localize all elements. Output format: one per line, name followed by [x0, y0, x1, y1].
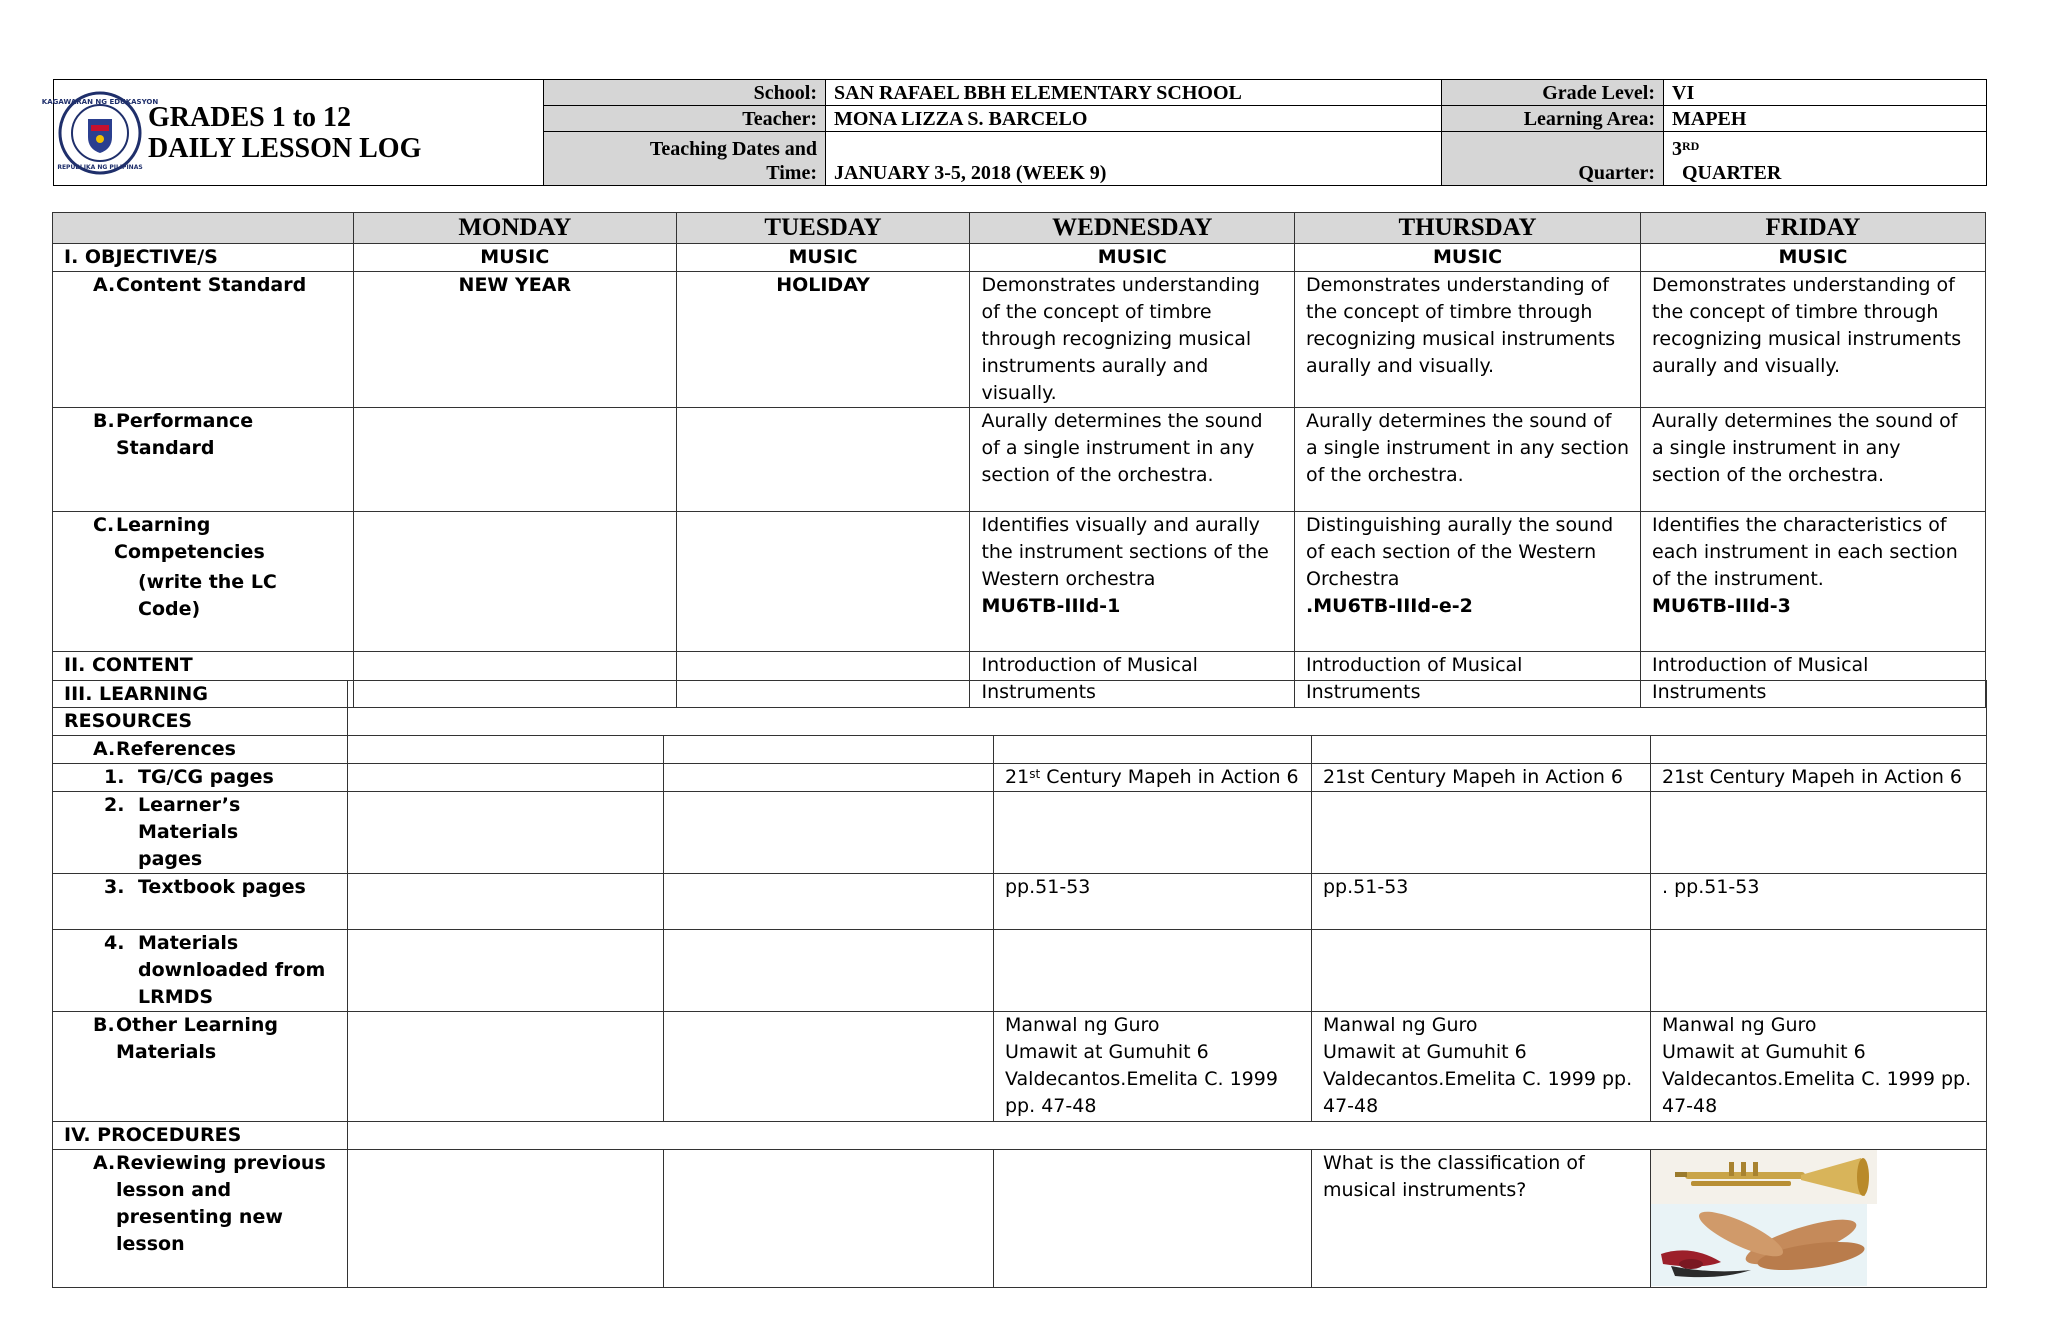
subject-monday: MUSIC — [354, 244, 677, 272]
row-number: 2. — [104, 794, 125, 816]
competencies-thursday — [1295, 512, 1641, 652]
row-letter: A. — [93, 1152, 116, 1174]
performance-standard-friday: Aurally determines the sound of a single instrument in any section of the orchestra. — [1641, 408, 1986, 512]
row-label-line: presenting new — [116, 1206, 283, 1228]
teacher-label: Teacher: — [544, 106, 826, 132]
table-row — [53, 512, 1986, 652]
row-label-line: LRMDS — [138, 986, 214, 1008]
section-spacer — [348, 681, 1987, 736]
competencies-tuesday — [676, 512, 970, 652]
table-row — [53, 681, 1987, 736]
content-label: II. CONTENT — [53, 652, 354, 708]
tg-pages-tuesday — [664, 764, 994, 792]
competencies-label — [53, 512, 354, 652]
grade-level-value: VI — [1664, 80, 1987, 106]
performance-standard-label — [53, 408, 354, 512]
section-spacer — [348, 1122, 1987, 1150]
lm-pages-friday — [1651, 792, 1987, 874]
lrmds-thursday — [1312, 930, 1651, 1012]
row-number: 3. — [104, 876, 125, 898]
performance-standard-thursday: Aurally determines the sound of a single instrument in any section of the orchestra. — [1295, 408, 1641, 512]
lm-pages-thursday — [1312, 792, 1651, 874]
other-materials-thursday — [1312, 1012, 1651, 1122]
other-materials-tuesday — [664, 1012, 994, 1122]
subject-wednesday: MUSIC — [970, 244, 1295, 272]
day-header-monday: MONDAY — [354, 213, 677, 244]
review-tuesday — [664, 1150, 994, 1288]
references-monday — [348, 736, 664, 764]
trumpet-image — [1651, 1150, 1877, 1204]
review-thursday: What is the classification of musical instruments? — [1312, 1150, 1651, 1288]
material-line: Manwal ng Guro — [1005, 1014, 1160, 1036]
competencies-friday — [1641, 512, 1986, 652]
svg-text:REPUBLIKA NG PILIPINAS: REPUBLIKA NG PILIPINAS — [57, 163, 143, 171]
other-materials-label — [53, 1012, 348, 1122]
row-letter: B. — [93, 410, 115, 432]
references-label — [53, 736, 348, 764]
tg-pages-label — [53, 764, 348, 792]
row-label-line: Learner’s Materials — [138, 794, 241, 843]
content-standard-friday: Demonstrates understanding of the concept of timbre through recognizing musical instruments aurally and visually. — [1641, 272, 1986, 408]
textbook-pages-wednesday: pp.51-53 — [994, 874, 1312, 930]
row-label: Textbook pages — [138, 876, 306, 898]
subject-tuesday: MUSIC — [676, 244, 970, 272]
tg-pages-monday — [348, 764, 664, 792]
material-line: Valdecantos.Emelita C. 1999 pp. 47-48 — [1005, 1068, 1278, 1117]
row-label-line: downloaded from — [138, 959, 326, 981]
quarter-suffix: RD — [1682, 139, 1700, 153]
deped-seal-icon — [41, 91, 159, 175]
svg-text:KAGAWARAN NG EDUKASYON: KAGAWARAN NG EDUKASYON — [41, 97, 159, 106]
references-tuesday — [664, 736, 994, 764]
row-label-line: Materials — [138, 932, 239, 954]
tg-sup: st — [1029, 767, 1041, 781]
teacher-value: MONA LIZZA S. BARCELO — [826, 106, 1442, 132]
review-friday — [1651, 1150, 1987, 1288]
content-standard-thursday: Demonstrates understanding of the concept of timbre through recognizing musical instruments aurally and visually. — [1295, 272, 1641, 408]
teaching-dates-label — [544, 132, 826, 186]
competency-text: Identifies visually and aurally the instrument sections of the Western orchestra — [981, 514, 1269, 590]
lm-pages-monday — [348, 792, 664, 874]
row-number: 1. — [104, 766, 125, 788]
page-title — [148, 102, 421, 164]
table-row — [53, 408, 1986, 512]
learning-area-label: Learning Area: — [1442, 106, 1664, 132]
other-materials-wednesday — [994, 1012, 1312, 1122]
quarter-number: 3 — [1672, 138, 1682, 160]
competency-text: Identifies the characteristics of each instrument in each section of the instrument. — [1652, 514, 1958, 590]
procedures-label: IV. PROCEDURES — [53, 1122, 348, 1150]
tg-pages-wednesday — [994, 764, 1312, 792]
resources-procedures-table — [52, 680, 1987, 1288]
row-letter: C. — [93, 514, 115, 536]
textbook-pages-friday: . pp.51-53 — [1651, 874, 1987, 930]
other-materials-friday — [1651, 1012, 1987, 1122]
other-materials-monday — [348, 1012, 664, 1122]
row-label-line: Reviewing previous — [116, 1152, 326, 1174]
lesson-log-header — [41, 79, 1987, 186]
row-label-line: lesson and — [116, 1179, 232, 1201]
content-standard-tuesday: HOLIDAY — [676, 272, 970, 408]
grade-level-label: Grade Level: — [1442, 80, 1664, 106]
lc-code: MU6TB-IIId-1 — [981, 595, 1121, 617]
table-row — [53, 1012, 1987, 1122]
castanets-image — [1651, 1204, 1867, 1286]
lc-code-note: (write the LC Code) — [138, 571, 277, 620]
row-letter: A. — [93, 738, 116, 760]
subject-thursday: MUSIC — [1295, 244, 1641, 272]
lm-pages-wednesday — [994, 792, 1312, 874]
row-label: Content Standard — [116, 274, 307, 296]
content-standard-wednesday: Demonstrates understanding of the concept of timbre through recognizing musical instruments aurally and visually. — [970, 272, 1295, 408]
review-lesson-label — [53, 1150, 348, 1288]
table-row — [53, 874, 1987, 930]
review-monday — [348, 1150, 664, 1288]
content-wednesday: Introduction of Musical Instruments — [970, 652, 1295, 708]
learning-resources-label: III. LEARNING RESOURCES — [53, 681, 348, 736]
row-label-line: lesson — [116, 1233, 185, 1255]
teaching-dates-label-1: Teaching Dates and — [649, 138, 817, 160]
row-label: References — [116, 738, 236, 760]
title-line-1: GRADES 1 to 12 — [148, 101, 352, 133]
textbook-pages-thursday: pp.51-53 — [1312, 874, 1651, 930]
subject-friday: MUSIC — [1641, 244, 1986, 272]
day-header-thursday: THURSDAY — [1295, 213, 1641, 244]
day-header-tuesday: TUESDAY — [676, 213, 970, 244]
table-row — [53, 792, 1987, 874]
tg-pages-friday: 21st Century Mapeh in Action 6 — [1651, 764, 1987, 792]
table-row — [53, 736, 1987, 764]
lrmds-monday — [348, 930, 664, 1012]
textbook-pages-tuesday — [664, 874, 994, 930]
quarter-value — [1664, 132, 1987, 186]
references-thursday — [1312, 736, 1651, 764]
lrmds-materials-label — [53, 930, 348, 1012]
competencies-monday — [354, 512, 677, 652]
material-line: Valdecantos.Emelita C. 1999 pp. 47-48 — [1323, 1068, 1633, 1117]
lm-pages-label — [53, 792, 348, 874]
teaching-dates-label-2: Time: — [766, 162, 817, 184]
material-line: Umawit at Gumuhit 6 — [1005, 1041, 1209, 1063]
material-line: Umawit at Gumuhit 6 — [1662, 1041, 1866, 1063]
material-line: Umawit at Gumuhit 6 — [1323, 1041, 1527, 1063]
competencies-wednesday — [970, 512, 1295, 652]
header-logo-cell — [41, 80, 544, 186]
corner-cell — [53, 213, 354, 244]
row-label-line: Performance — [116, 410, 254, 432]
references-wednesday — [994, 736, 1312, 764]
material-line: Manwal ng Guro — [1323, 1014, 1478, 1036]
content-thursday: Introduction of Musical Instruments — [1295, 652, 1641, 708]
row-label-line: Learning — [116, 514, 211, 536]
material-line: Manwal ng Guro — [1662, 1014, 1817, 1036]
textbook-pages-monday — [348, 874, 664, 930]
row-label-line: Competencies — [114, 541, 265, 563]
tg-pages-thursday: 21st Century Mapeh in Action 6 — [1312, 764, 1651, 792]
row-label-line: Standard — [116, 437, 215, 459]
references-friday — [1651, 736, 1987, 764]
table-row — [53, 1150, 1987, 1288]
content-standard-monday: NEW YEAR — [354, 272, 677, 408]
school-value: SAN RAFAEL BBH ELEMENTARY SCHOOL — [826, 80, 1442, 106]
lesson-log-table — [52, 212, 1986, 708]
material-line: Valdecantos.Emelita C. 1999 pp. 47-48 — [1662, 1068, 1972, 1117]
quarter-label: Quarter: — [1442, 132, 1664, 186]
teaching-dates-value: JANUARY 3-5, 2018 (WEEK 9) — [826, 132, 1442, 186]
objectives-label: I. OBJECTIVE/S — [53, 244, 354, 272]
table-row — [53, 272, 1986, 408]
school-label: School: — [544, 80, 826, 106]
row-number: 4. — [104, 932, 125, 954]
lc-code: .MU6TB-IIId-e-2 — [1306, 595, 1473, 617]
textbook-pages-label — [53, 874, 348, 930]
title-line-2: DAILY LESSON LOG — [148, 132, 422, 164]
lrmds-wednesday — [994, 930, 1312, 1012]
performance-standard-tuesday — [676, 408, 970, 512]
performance-standard-wednesday: Aurally determines the sound of a single instrument in any section of the orchestra. — [970, 408, 1295, 512]
table-row — [53, 1122, 1987, 1150]
performance-standard-monday — [354, 408, 677, 512]
review-wednesday — [994, 1150, 1312, 1288]
tg-text: Century Mapeh in Action 6 — [1040, 766, 1299, 788]
row-letter: B. — [93, 1014, 115, 1036]
day-header-wednesday: WEDNESDAY — [970, 213, 1295, 244]
competency-text: Distinguishing aurally the sound of each section of the Western Orchestra — [1306, 514, 1614, 590]
lrmds-tuesday — [664, 930, 994, 1012]
learning-area-value: MAPEH — [1664, 106, 1987, 132]
content-friday: Introduction of Musical Instruments — [1641, 652, 1986, 708]
lrmds-friday — [1651, 930, 1987, 1012]
row-label-line: Materials — [116, 1041, 217, 1063]
row-letter: A. — [93, 274, 116, 296]
content-standard-label — [53, 272, 354, 408]
row-label-line: Other Learning — [116, 1014, 278, 1036]
tg-text: 21 — [1005, 766, 1030, 788]
table-row — [53, 930, 1987, 1012]
quarter-word: QUARTER — [1682, 162, 1782, 184]
table-row — [53, 764, 1987, 792]
day-header-friday: FRIDAY — [1641, 213, 1986, 244]
lm-pages-tuesday — [664, 792, 994, 874]
row-label: TG/CG pages — [138, 766, 274, 788]
row-label-line: pages — [138, 848, 203, 870]
lc-code: MU6TB-IIId-3 — [1652, 595, 1791, 617]
